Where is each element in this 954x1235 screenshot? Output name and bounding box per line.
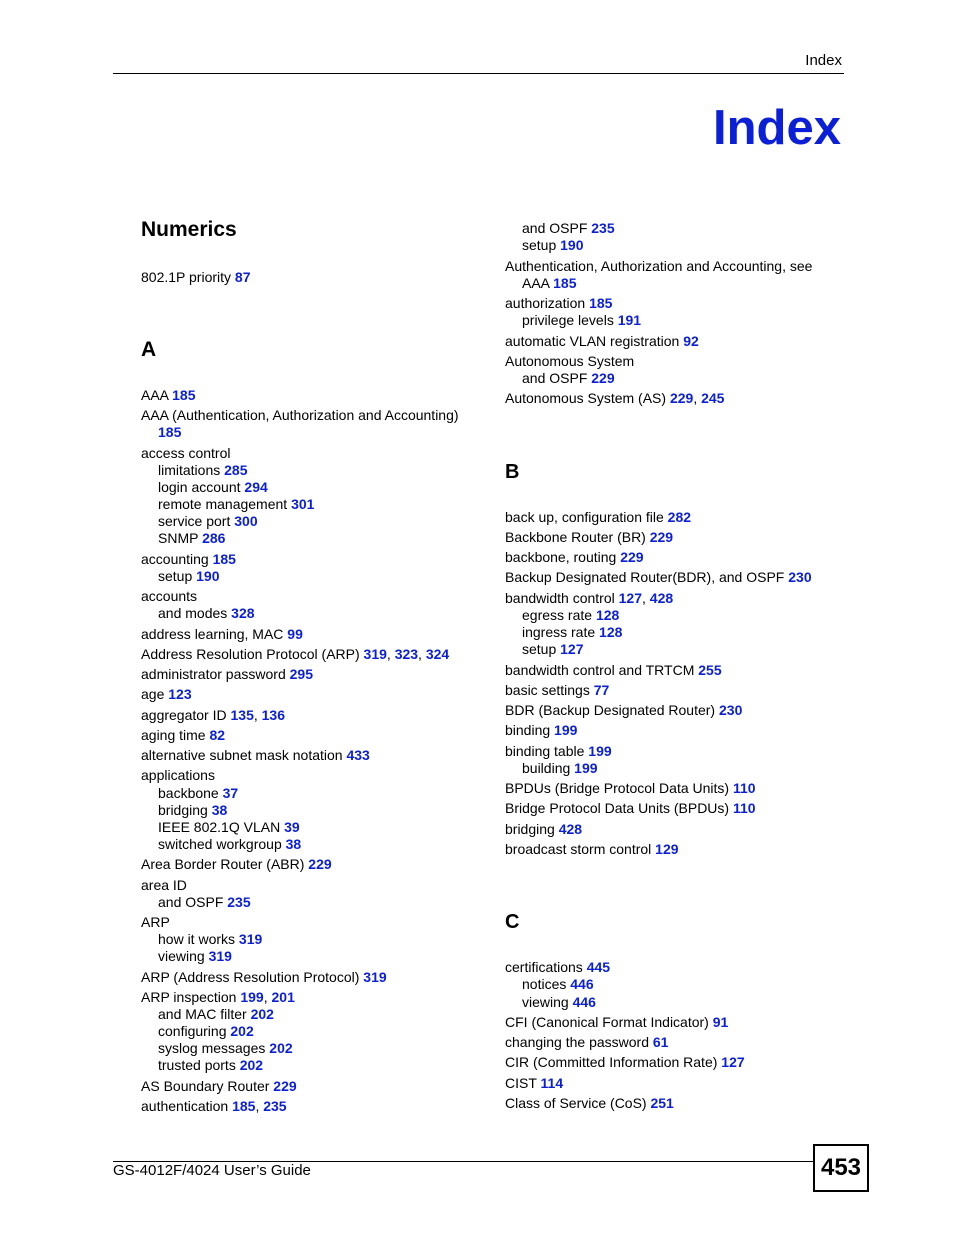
page-ref-link[interactable]: 114 <box>540 1075 564 1091</box>
entry-term: administrator password <box>141 666 290 682</box>
entry-term: back up, configuration file <box>505 509 668 525</box>
page-ref-link[interactable]: 185 <box>158 424 182 440</box>
page-ref-link[interactable]: 136 <box>261 707 285 723</box>
index-entry <box>505 743 612 760</box>
page-ref-link[interactable]: 61 <box>652 1034 669 1050</box>
section-heading-numerics: Numerics <box>141 218 237 241</box>
page-ref-link[interactable]: 433 <box>346 747 370 763</box>
entry-term: how it works <box>158 931 239 947</box>
entry-term: backbone, routing <box>505 549 621 565</box>
page-ref-link[interactable]: 294 <box>244 479 268 495</box>
index-subentry <box>141 462 248 479</box>
index-entry <box>505 1034 668 1051</box>
index-entry <box>505 353 634 370</box>
entry-term: ARP (Address Resolution Protocol) <box>141 969 364 985</box>
index-entry <box>141 269 250 286</box>
entry-term: setup <box>522 237 561 253</box>
index-subentry <box>141 1057 263 1074</box>
index-entry: Address Resolution Protocol (ARP) 319, 323, 324 <box>141 646 450 662</box>
page-ref-link[interactable]: 185 <box>589 295 613 311</box>
entry-term: accounts <box>141 588 198 604</box>
page-ref-link[interactable]: 319 <box>363 646 387 662</box>
index-entry <box>141 969 387 986</box>
index-entry <box>141 387 196 404</box>
index-entry: aggregator ID 135, 136 <box>141 707 285 723</box>
index-entry <box>505 959 610 976</box>
page-ref-link[interactable]: 87 <box>234 269 251 285</box>
page-ref-link[interactable]: 128 <box>595 607 620 623</box>
page-ref-link[interactable]: 202 <box>269 1040 293 1056</box>
entry-term: notices <box>522 976 571 992</box>
page-ref-link[interactable]: 110 <box>732 780 756 796</box>
entry-term: CIR (Committed Information Rate) <box>505 1054 722 1070</box>
entry-term: Area Border Router (ABR) <box>141 856 309 872</box>
page-ref-link[interactable]: 190 <box>196 568 220 584</box>
entry-term: bridging <box>505 821 559 837</box>
index-subentry <box>141 513 258 530</box>
entry-term: and modes <box>158 605 232 621</box>
index-entry <box>505 295 612 312</box>
entry-term: authorization <box>505 295 590 311</box>
index-subentry <box>505 760 598 777</box>
index-subentry <box>505 312 641 329</box>
page-ref-link[interactable]: 285 <box>224 462 248 478</box>
entry-term: Address Resolution Protocol (ARP) <box>141 646 364 662</box>
entry-term: service port <box>158 513 235 529</box>
index-subentry <box>141 948 232 965</box>
page-ref-link[interactable]: 201 <box>271 989 295 1005</box>
page-ref-link[interactable]: 99 <box>287 626 303 642</box>
page-ref-link[interactable]: 185 <box>172 387 196 403</box>
index-subentry <box>505 607 619 624</box>
entry-term: area ID <box>141 877 187 893</box>
entry-term: AS Boundary Router <box>141 1078 274 1094</box>
entry-term: 802.1P priority <box>141 269 235 285</box>
page-ref-link[interactable]: 229 <box>273 1078 297 1094</box>
index-entry <box>505 549 644 566</box>
entry-term: remote management <box>158 496 292 512</box>
page-ref-link[interactable]: 38 <box>285 836 302 852</box>
entry-term: setup <box>522 641 561 657</box>
index-entry <box>141 445 230 462</box>
page-ref-link[interactable]: 202 <box>239 1057 264 1073</box>
page-ref-link[interactable]: 235 <box>263 1098 287 1114</box>
page-ref-link[interactable]: 191 <box>617 312 642 328</box>
entry-term: ARP inspection <box>141 989 241 1005</box>
index-entry <box>141 551 236 568</box>
page-number: 453 <box>813 1144 869 1192</box>
entry-term: CIST <box>505 1075 541 1091</box>
page-ref-link[interactable]: 229 <box>620 549 644 565</box>
page-ref-link[interactable]: 127 <box>560 641 584 657</box>
entry-term: viewing <box>522 994 573 1010</box>
page-ref-link[interactable]: 82 <box>209 727 226 743</box>
running-header: Index <box>805 52 842 69</box>
entry-term: broadcast storm control <box>505 841 656 857</box>
entry-term: trusted ports <box>158 1057 240 1073</box>
index-entry <box>141 856 332 873</box>
entry-term: Backbone Router (BR) <box>505 529 650 545</box>
entry-term: CFI (Canonical Format Indicator) <box>505 1014 713 1030</box>
page-ref-link[interactable]: 229 <box>308 856 332 872</box>
page-ref-link[interactable]: 282 <box>667 509 692 525</box>
index-entry <box>505 800 756 817</box>
index-entry <box>505 702 742 719</box>
page-ref-link[interactable]: 110 <box>732 800 756 816</box>
index-entry <box>141 914 170 931</box>
page-ref-link[interactable]: 127 <box>721 1054 745 1070</box>
page-ref-link[interactable]: 235 <box>591 220 615 236</box>
index-entry: Autonomous System (AS) 229, 245 <box>505 390 725 406</box>
index-entry: authentication 185, 235 <box>141 1098 287 1114</box>
page-ref-link[interactable]: 128 <box>599 624 623 640</box>
entry-term: limitations <box>158 462 225 478</box>
index-entry <box>141 1078 297 1095</box>
index-subentry <box>141 605 255 622</box>
page-ref-link[interactable]: 37 <box>222 785 239 801</box>
index-subentry <box>505 624 622 641</box>
page-ref-link[interactable]: 202 <box>230 1023 254 1039</box>
index-entry-continuation <box>141 424 181 441</box>
index-entry <box>505 821 582 838</box>
entry-term: SNMP <box>158 530 203 546</box>
entry-term: ARP <box>141 914 170 930</box>
page-ref-link[interactable]: 199 <box>588 743 612 759</box>
entry-term: aging time <box>141 727 210 743</box>
entry-term: Class of Service (CoS) <box>505 1095 651 1111</box>
page-ref-link[interactable]: 319 <box>363 969 387 985</box>
page-ref-link[interactable]: 255 <box>698 662 722 678</box>
index-subentry <box>141 1023 254 1040</box>
page-ref-link[interactable]: 129 <box>655 841 679 857</box>
entry-term: access control <box>141 445 231 461</box>
index-entry <box>505 1095 674 1112</box>
entry-term: accounting <box>141 551 213 567</box>
page-ref-link[interactable]: 445 <box>586 959 611 975</box>
page-ref-link[interactable]: 446 <box>570 976 594 992</box>
index-subentry <box>141 1040 293 1057</box>
entry-term: AAA <box>141 387 173 403</box>
page-ref-link[interactable]: 235 <box>227 894 251 910</box>
entry-term: certifications <box>505 959 587 975</box>
page-ref-link[interactable]: 229 <box>649 529 674 545</box>
entry-term: setup <box>158 568 197 584</box>
page-ref-link[interactable]: 38 <box>211 802 228 818</box>
entry-term: aggregator ID <box>141 707 231 723</box>
entry-term: and MAC filter <box>158 1006 251 1022</box>
index-entry <box>505 841 679 858</box>
section-heading-b: B <box>505 461 520 483</box>
index-entry <box>141 666 313 683</box>
entry-term: address learning, MAC <box>141 626 288 642</box>
entry-term: backbone <box>158 785 223 801</box>
page-ref-link[interactable]: 202 <box>250 1006 274 1022</box>
entry-term: binding table <box>505 743 589 759</box>
page-ref-link[interactable]: 135 <box>230 707 254 723</box>
entry-term: changing the password <box>505 1034 653 1050</box>
entry-term: Authentication, Authorization and Accounting, see <box>505 258 813 274</box>
index-entry <box>505 1075 563 1092</box>
index-entry <box>141 727 225 744</box>
index-subentry <box>141 785 238 802</box>
index-subentry <box>141 479 268 496</box>
index-entry <box>141 626 303 643</box>
page-ref-link[interactable]: 328 <box>231 605 255 621</box>
index-subentry <box>505 994 596 1011</box>
index-subentry <box>141 496 314 513</box>
header-rule <box>113 73 844 74</box>
page-ref-link[interactable]: 185 <box>232 1098 256 1114</box>
index-subentry <box>141 802 227 819</box>
page-ref-link[interactable]: 39 <box>284 819 300 835</box>
entry-term: bandwidth control and TRTCM <box>505 662 699 678</box>
index-subentry <box>141 1006 274 1023</box>
page-ref-link[interactable]: 323 <box>394 646 419 662</box>
index-subentry <box>505 976 594 993</box>
index-entry <box>505 529 673 546</box>
index-entry <box>505 258 812 275</box>
entry-term: switched workgroup <box>158 836 286 852</box>
index-subentry <box>505 237 584 254</box>
entry-term: Backup Designated Router(BDR), and OSPF <box>505 569 789 585</box>
page-ref-link[interactable]: 245 <box>701 390 725 406</box>
page-ref-link[interactable]: 319 <box>238 931 263 947</box>
page-ref-link[interactable]: 324 <box>425 646 450 662</box>
index-entry <box>505 722 577 739</box>
entry-term: basic settings <box>505 682 594 698</box>
entry-term: IEEE 802.1Q VLAN <box>158 819 285 835</box>
page-ref-link[interactable]: 190 <box>560 237 584 253</box>
entry-term: alternative subnet mask notation <box>141 747 347 763</box>
index-entry <box>505 569 812 586</box>
entry-term: and OSPF <box>522 370 592 386</box>
page-ref-link[interactable]: 446 <box>572 994 596 1010</box>
index-subentry <box>141 568 220 585</box>
entry-term: syslog messages <box>158 1040 270 1056</box>
index-entry <box>505 682 609 699</box>
index-entry <box>141 747 370 764</box>
index-subentry <box>505 220 615 237</box>
page-ref-link[interactable]: 199 <box>554 722 578 738</box>
index-subentry <box>141 530 225 547</box>
page-ref-link[interactable]: 185 <box>553 275 577 291</box>
page-ref-link[interactable]: 229 <box>669 390 694 406</box>
index-subentry <box>141 931 262 948</box>
footer-guide-title: GS-4012F/4024 User’s Guide <box>113 1162 311 1179</box>
entry-term: and OSPF <box>158 894 228 910</box>
index-entry <box>141 407 459 424</box>
section-heading-c: C <box>505 911 520 933</box>
entry-term: viewing <box>158 948 209 964</box>
page-ref-link[interactable]: 229 <box>591 370 615 386</box>
page-ref-link[interactable]: 123 <box>168 686 192 702</box>
index-entry <box>505 662 722 679</box>
entry-term: ingress rate <box>522 624 600 640</box>
page-ref-link[interactable]: 77 <box>593 682 610 698</box>
page-ref-link[interactable]: 92 <box>683 333 699 349</box>
page-ref-link[interactable]: 91 <box>712 1014 729 1030</box>
page-ref-link[interactable]: 319 <box>208 948 232 964</box>
index-subentry <box>141 819 300 836</box>
index-entry: bandwidth control 127, 428 <box>505 590 674 606</box>
entry-term: automatic VLAN registration <box>505 333 684 349</box>
index-entry <box>505 1054 745 1071</box>
index-subentry <box>505 370 615 387</box>
index-subentry <box>141 894 251 911</box>
page-ref-link[interactable]: 428 <box>649 590 674 606</box>
page-title: Index <box>713 101 841 155</box>
page-ref-link[interactable]: 127 <box>618 590 642 606</box>
entry-term: authentication <box>141 1098 233 1114</box>
entry-term: configuring <box>158 1023 231 1039</box>
entry-term: and OSPF <box>522 220 592 236</box>
entry-term: Autonomous System (AS) <box>505 390 670 406</box>
page-ref-link[interactable]: 199 <box>574 760 598 776</box>
index-entry-continuation <box>505 275 577 292</box>
index-subentry <box>505 641 584 658</box>
entry-term: binding <box>505 722 555 738</box>
entry-term: applications <box>141 767 215 783</box>
index-entry <box>505 509 691 526</box>
page-ref-link[interactable]: 428 <box>558 821 583 837</box>
index-entry <box>505 1014 728 1031</box>
entry-term: AAA (Authentication, Authorization and Accounting) <box>141 407 459 423</box>
entry-term: BPDUs (Bridge Protocol Data Units) <box>505 780 733 796</box>
entry-term: AAA <box>522 275 554 291</box>
page-ref-link[interactable]: 286 <box>202 530 226 546</box>
index-entry: ARP inspection 199, 201 <box>141 989 295 1005</box>
index-entry <box>141 877 187 894</box>
index-entry <box>505 333 699 350</box>
entry-term: age <box>141 686 169 702</box>
index-entry <box>141 588 197 605</box>
page-ref-link[interactable]: 230 <box>719 702 743 718</box>
entry-term: Bridge Protocol Data Units (BPDUs) <box>505 800 733 816</box>
page-ref-link[interactable]: 230 <box>788 569 812 585</box>
page-ref-link[interactable]: 199 <box>240 989 264 1005</box>
page-ref-link[interactable]: 185 <box>212 551 236 567</box>
index-subentry <box>141 836 301 853</box>
index-entry <box>141 767 215 784</box>
entry-term: privilege levels <box>522 312 618 328</box>
index-entry <box>505 780 756 797</box>
entry-term: login account <box>158 479 245 495</box>
page-ref-link[interactable]: 251 <box>650 1095 674 1111</box>
entry-term: bridging <box>158 802 212 818</box>
index-entry <box>141 686 192 703</box>
entry-term: bandwidth control <box>505 590 619 606</box>
page-ref-link[interactable]: 301 <box>291 496 315 512</box>
entry-term: building <box>522 760 575 776</box>
entry-term: Autonomous System <box>505 353 635 369</box>
entry-term: egress rate <box>522 607 596 623</box>
page-ref-link[interactable]: 300 <box>234 513 258 529</box>
entry-term: BDR (Backup Designated Router) <box>505 702 719 718</box>
section-heading-a: A <box>141 338 157 361</box>
page-ref-link[interactable]: 295 <box>289 666 313 682</box>
